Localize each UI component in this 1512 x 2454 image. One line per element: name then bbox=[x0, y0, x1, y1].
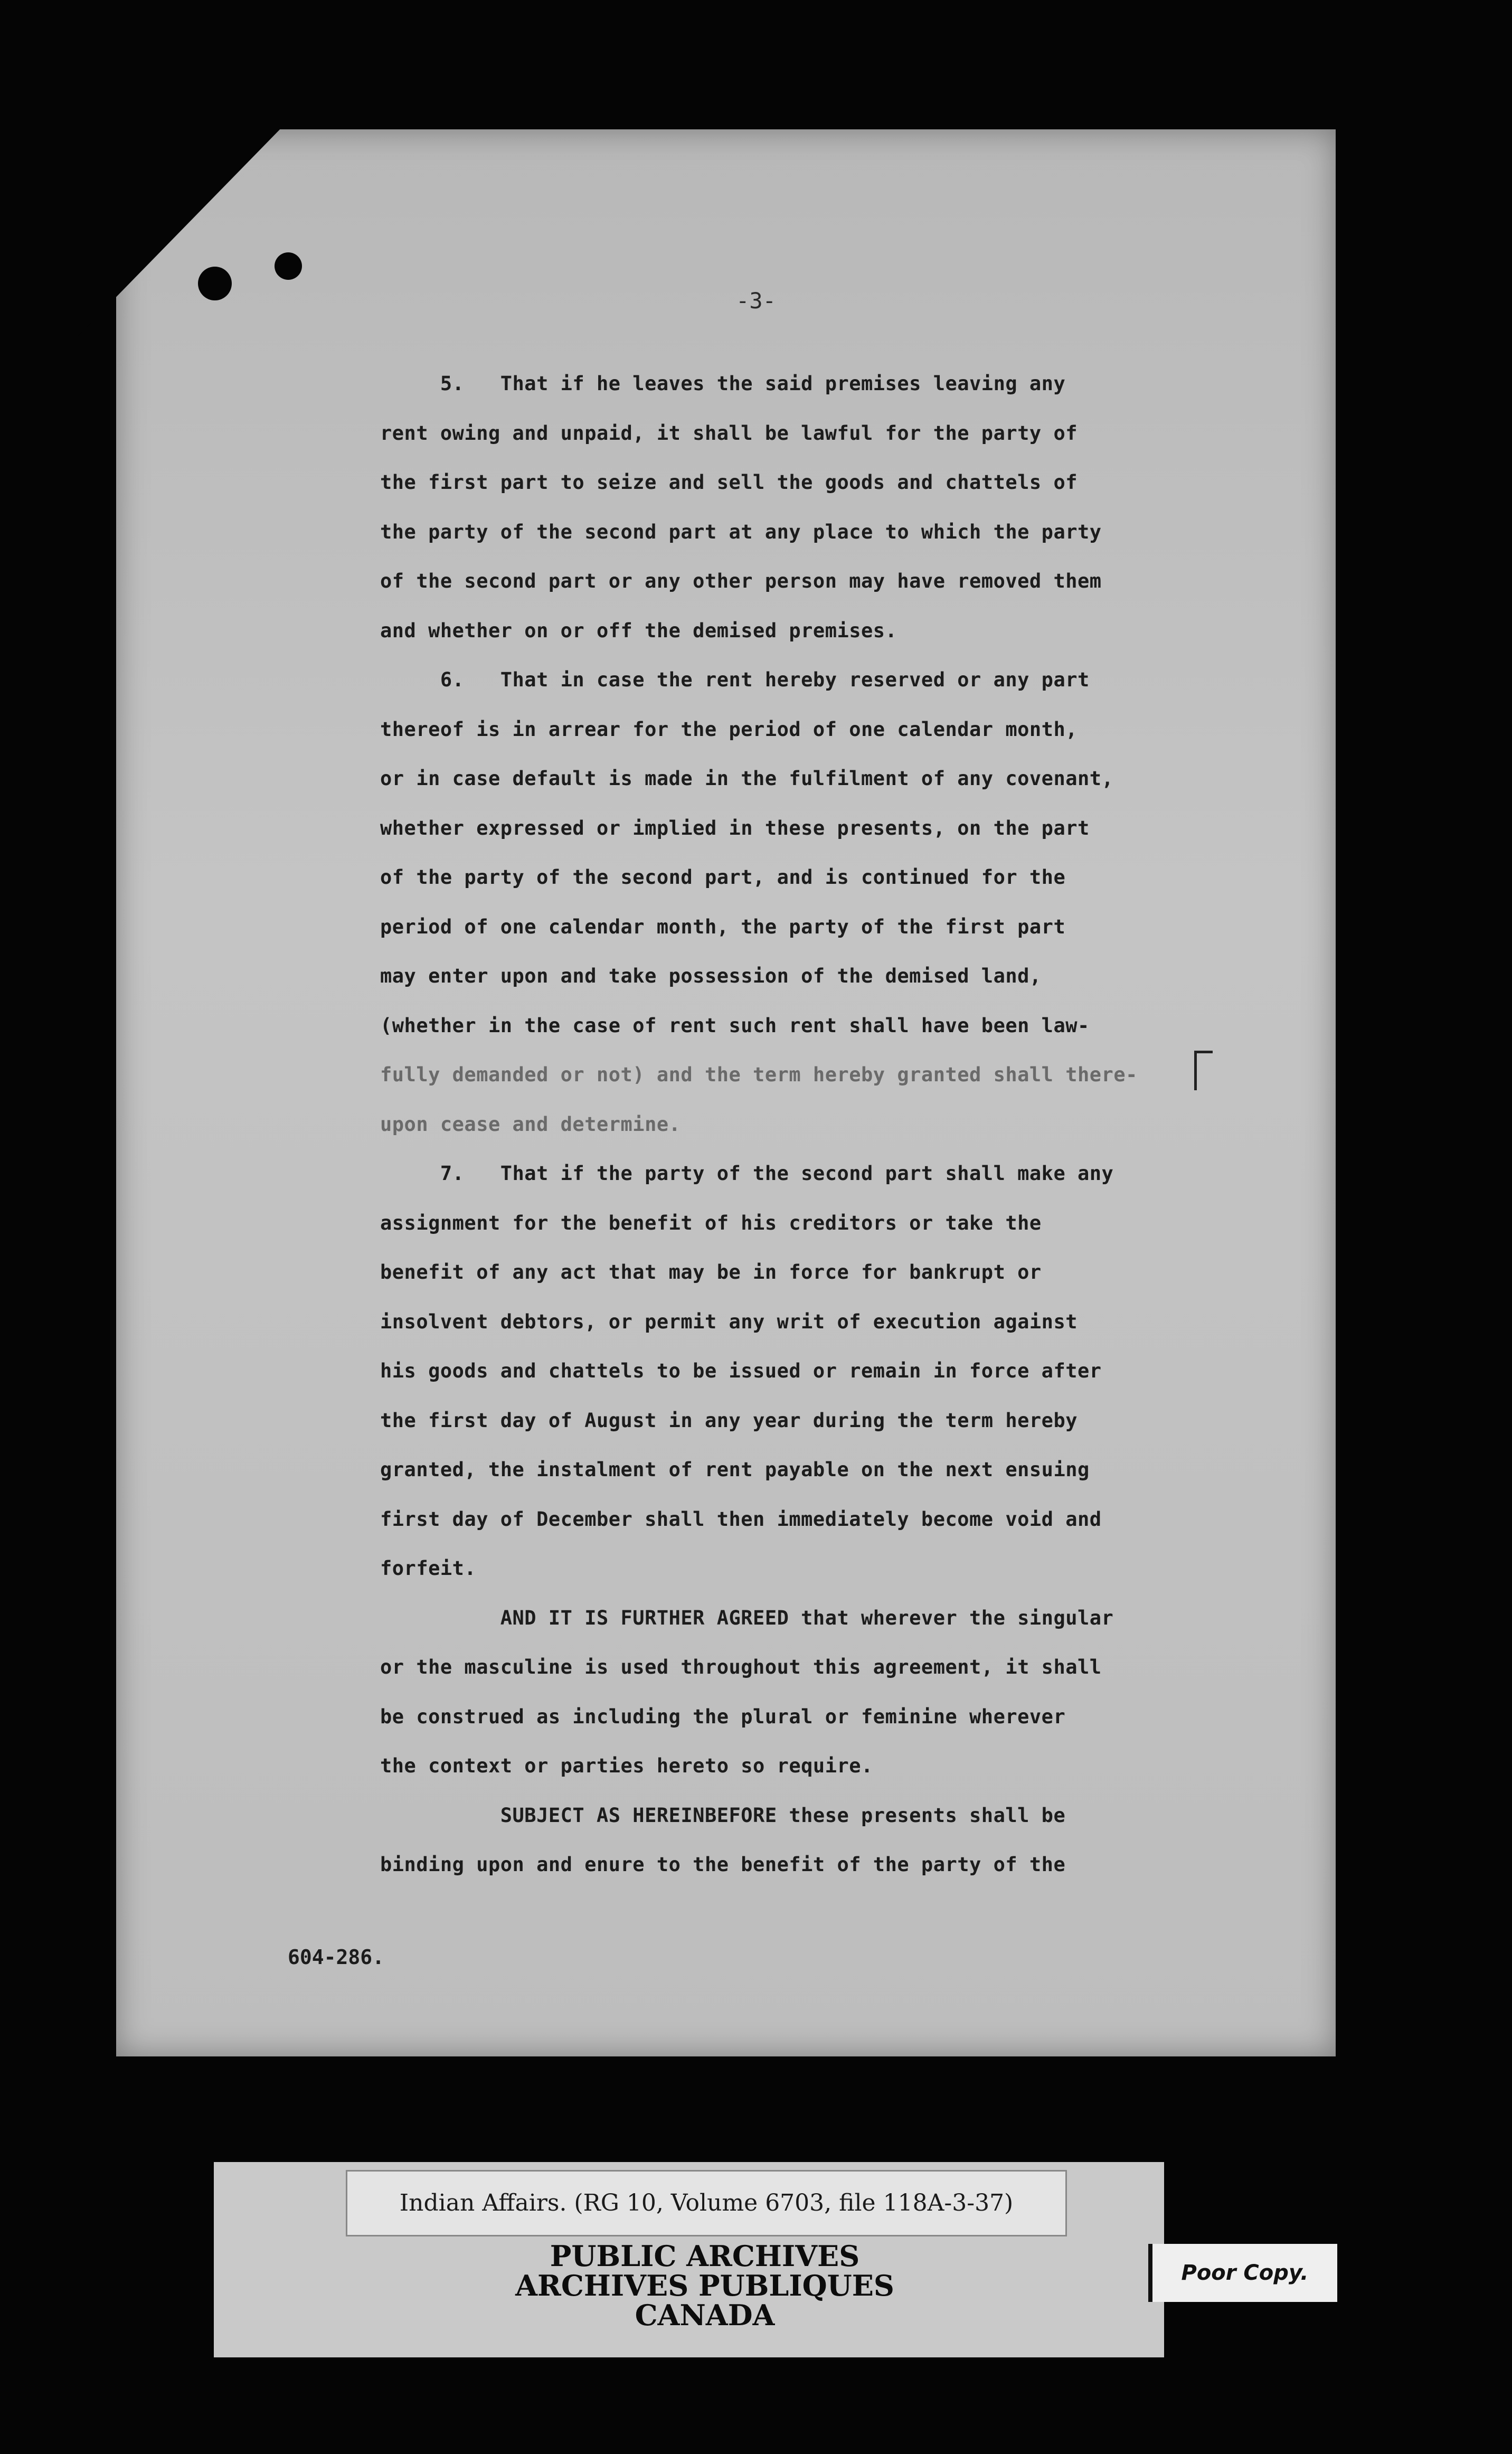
text-line: may enter upon and take possession of the demised land, bbox=[380, 965, 1042, 987]
text-line: be construed as including the plural or feminine wherever bbox=[380, 1705, 1066, 1728]
archive-stamp bbox=[346, 2241, 1064, 2330]
text-line: 6. That in case the rent hereby reserved or any part bbox=[380, 668, 1090, 691]
text-line: insolvent debtors, or permit any writ of execution against bbox=[380, 1310, 1078, 1333]
document-body bbox=[380, 359, 1204, 1890]
text-line: or the masculine is used throughout this agreement, it shall bbox=[380, 1656, 1102, 1678]
text-line: the first day of August in any year during the term hereby bbox=[380, 1409, 1078, 1432]
text-line: of the second part or any other person may have removed them bbox=[380, 570, 1102, 592]
folded-corner bbox=[63, 124, 285, 351]
text-line: the party of the second part at any place to which the party bbox=[380, 520, 1102, 543]
text-line: 5. That if he leaves the said premises leaving any bbox=[380, 372, 1066, 395]
stamp-line: CANADA bbox=[635, 2298, 775, 2332]
text-line: fully demanded or not) and the term hereby granted shall there- bbox=[380, 1063, 1138, 1086]
text-line: upon cease and determine. bbox=[380, 1112, 681, 1136]
text-line: assignment for the benefit of his creditors or take the bbox=[380, 1211, 1042, 1234]
text-line: period of one calendar month, the party of the first part bbox=[380, 915, 1066, 938]
margin-bracket-mark bbox=[1194, 1051, 1213, 1090]
text-line: first day of December shall then immediately become void and bbox=[380, 1507, 1102, 1531]
document-code: 604-286. bbox=[288, 1946, 385, 1969]
text-line: 7. That if the party of the second part shall make any bbox=[380, 1162, 1114, 1185]
text-line: granted, the instalment of rent payable on the next ensuing bbox=[380, 1458, 1090, 1481]
text-line: (whether in the case of rent such rent shall have been law- bbox=[380, 1014, 1090, 1037]
text-line: the context or parties hereto so require. bbox=[380, 1754, 873, 1777]
text-line: of the party of the second part, and is continued for the bbox=[380, 866, 1066, 889]
text-line: or in case default is made in the fulfilment of any covenant, bbox=[380, 767, 1114, 790]
punch-hole-right bbox=[275, 252, 302, 280]
text-line: SUBJECT AS HEREINBEFORE these presents shall be bbox=[380, 1804, 1066, 1827]
text-line: his goods and chattels to be issued or remain in force after bbox=[380, 1360, 1102, 1382]
text-line: benefit of any act that may be in force for bankrupt or bbox=[380, 1261, 1042, 1283]
text-line: the first part to seize and sell the goods and chattels of bbox=[380, 471, 1078, 494]
poor-copy-note: Poor Copy. bbox=[1148, 2244, 1337, 2302]
archive-reference: Indian Affairs. (RG 10, Volume 6703, file 118A-3-37) bbox=[346, 2170, 1067, 2236]
text-line: AND IT IS FURTHER AGREED that wherever the singular bbox=[380, 1606, 1114, 1629]
text-line: whether expressed or implied in these presents, on the part bbox=[380, 816, 1090, 839]
text-line: binding upon and enure to the benefit of the party of the bbox=[380, 1853, 1066, 1876]
page-number: -3- bbox=[736, 288, 776, 314]
stamp-line: PUBLIC ARCHIVES bbox=[550, 2239, 860, 2273]
text-line: forfeit. bbox=[380, 1557, 477, 1580]
text-line: rent owing and unpaid, it shall be lawful for the party of bbox=[380, 421, 1078, 445]
stamp-line: ARCHIVES PUBLIQUES bbox=[515, 2269, 894, 2302]
text-line: thereof is in arrear for the period of one calendar month, bbox=[380, 718, 1078, 741]
text-line: and whether on or off the demised premises. bbox=[380, 619, 897, 642]
